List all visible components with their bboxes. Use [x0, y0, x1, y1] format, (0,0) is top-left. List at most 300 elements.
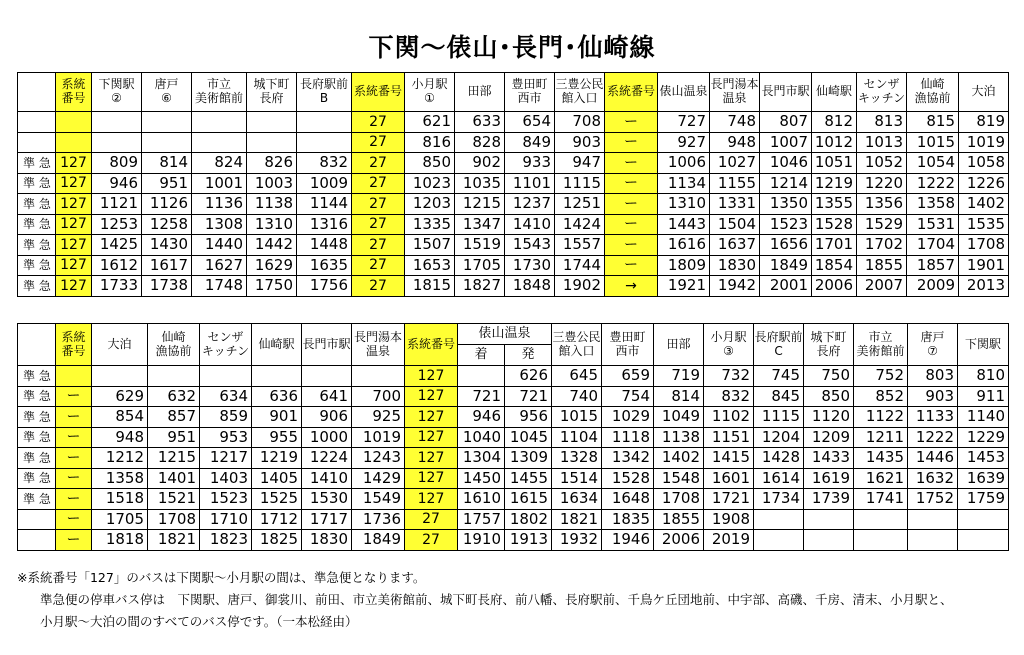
time-cell: 1519: [455, 235, 505, 256]
time-cell: 828: [455, 132, 505, 153]
time-cell: 1521: [148, 489, 200, 510]
time-cell: 814: [654, 386, 704, 407]
time-cell: [252, 366, 302, 387]
type-cell: 準 急: [18, 255, 56, 276]
route-number-cell: ー: [605, 132, 658, 153]
route-number-cell: ー: [56, 489, 92, 510]
time-cell: 1220: [857, 173, 907, 194]
time-cell: 1347: [455, 214, 505, 235]
time-cell: [200, 366, 252, 387]
note-line-2: 準急便の停車バス停は 下関駅、唐戸、御裳川、前田、市立美術館前、城下町長府、前八幡、長府駅前、千鳥ケ丘団地前、中宇部、高磯、千房、清末、小月駅と、: [40, 592, 953, 607]
time-cell: 947: [555, 153, 605, 174]
time-cell: 1355: [812, 194, 857, 215]
route-number-cell: 27: [352, 255, 405, 276]
time-cell: 1825: [252, 530, 302, 551]
header-cell: 市立 美術館前: [854, 324, 908, 366]
time-cell: 911: [958, 386, 1009, 407]
time-cell: 1009: [297, 173, 352, 194]
table-row: [18, 173, 1009, 194]
header-cell: 城下町 長府: [247, 73, 297, 112]
time-cell: 1855: [857, 255, 907, 276]
time-cell: 1040: [458, 427, 505, 448]
time-cell: 903: [555, 132, 605, 153]
time-cell: [142, 132, 192, 153]
time-cell: [854, 530, 908, 551]
time-cell: 1138: [247, 194, 297, 215]
time-cell: 1415: [704, 448, 754, 469]
time-cell: [297, 112, 352, 133]
table-row: [18, 386, 1009, 407]
route-number-cell: →: [605, 276, 658, 297]
time-cell: 1849: [352, 530, 405, 551]
time-cell: 1219: [252, 448, 302, 469]
type-cell: 準 急: [18, 366, 56, 387]
time-cell: 1617: [142, 255, 192, 276]
time-cell: 1717: [302, 509, 352, 530]
route-number-cell: ー: [605, 214, 658, 235]
time-cell: 1304: [458, 448, 505, 469]
time-cell: 1739: [804, 489, 854, 510]
time-cell: 951: [148, 427, 200, 448]
time-cell: 1621: [854, 468, 908, 489]
time-cell: 1126: [142, 194, 192, 215]
time-cell: 1133: [908, 407, 958, 428]
time-cell: 748: [710, 112, 760, 133]
time-cell: 2009: [907, 276, 959, 297]
time-cell: 1204: [754, 427, 804, 448]
time-cell: 1443: [658, 214, 710, 235]
time-cell: 1331: [710, 194, 760, 215]
time-cell: 1619: [804, 468, 854, 489]
type-cell: 準 急: [18, 235, 56, 256]
time-cell: 727: [658, 112, 710, 133]
time-cell: 1901: [959, 255, 1009, 276]
type-cell: [18, 132, 56, 153]
time-cell: 1430: [142, 235, 192, 256]
time-cell: 1543: [505, 235, 555, 256]
table-row: [18, 407, 1009, 428]
time-cell: 1405: [252, 468, 302, 489]
time-cell: 1712: [252, 509, 302, 530]
time-cell: 1733: [92, 276, 142, 297]
time-cell: 955: [252, 427, 302, 448]
time-cell: 1134: [658, 173, 710, 194]
time-cell: 1310: [247, 214, 297, 235]
type-cell: [18, 112, 56, 133]
route-number-cell: 27: [352, 173, 405, 194]
table-row: [18, 276, 1009, 297]
route-number-cell: 127: [56, 194, 92, 215]
time-cell: 1224: [302, 448, 352, 469]
time-cell: 1212: [92, 448, 148, 469]
route-number-cell: ー: [56, 448, 92, 469]
time-cell: 1913: [505, 530, 552, 551]
header-cell: 小月駅 ①: [405, 73, 455, 112]
route-number-cell: 27: [352, 235, 405, 256]
time-cell: 854: [92, 407, 148, 428]
time-cell: 1738: [142, 276, 192, 297]
time-cell: 824: [192, 153, 247, 174]
header-cell: 俵山温泉: [658, 73, 710, 112]
header-cell: 仙崎駅: [812, 73, 857, 112]
route-number-cell: ー: [56, 530, 92, 551]
table-row: [18, 468, 1009, 489]
time-cell: 1710: [200, 509, 252, 530]
time-cell: 1809: [658, 255, 710, 276]
time-cell: 1528: [602, 468, 654, 489]
time-cell: 1258: [142, 214, 192, 235]
header-cell: 仙崎駅: [252, 324, 302, 366]
time-cell: [297, 132, 352, 153]
route-number-cell: 127: [405, 489, 458, 510]
time-cell: 1203: [405, 194, 455, 215]
route-number-cell: 27: [352, 194, 405, 215]
time-cell: 1702: [857, 235, 907, 256]
time-cell: 1049: [654, 407, 704, 428]
time-cell: 1756: [297, 276, 352, 297]
time-cell: 645: [552, 366, 602, 387]
time-cell: 654: [505, 112, 555, 133]
route-number-cell: 27: [352, 153, 405, 174]
time-cell: 1118: [602, 427, 654, 448]
time-cell: 1104: [552, 427, 602, 448]
time-cell: 1453: [958, 448, 1009, 469]
time-cell: 1448: [297, 235, 352, 256]
time-cell: [302, 366, 352, 387]
time-cell: 815: [907, 112, 959, 133]
time-cell: 832: [704, 386, 754, 407]
route-number-cell: ー: [56, 468, 92, 489]
table-row: [18, 112, 1009, 133]
time-cell: 1138: [654, 427, 704, 448]
note-line-3: 小月駅〜大泊の間のすべてのバス停です。（一本松経由）: [40, 614, 358, 629]
time-cell: 1734: [754, 489, 804, 510]
type-cell: 準 急: [18, 468, 56, 489]
time-cell: 719: [654, 366, 704, 387]
time-cell: 1054: [907, 153, 959, 174]
time-cell: 632: [148, 386, 200, 407]
route-number-cell: 127: [405, 366, 458, 387]
time-cell: 1425: [92, 235, 142, 256]
route-number-cell: ー: [605, 255, 658, 276]
time-cell: 1328: [552, 448, 602, 469]
header-cell: 豊田町 西市: [505, 73, 555, 112]
header-cell: [18, 73, 56, 112]
header-cell: 系統番号: [605, 73, 658, 112]
table-row: [18, 194, 1009, 215]
time-cell: 633: [455, 112, 505, 133]
header-cell: 俵山温泉: [458, 324, 552, 345]
time-cell: 1946: [602, 530, 654, 551]
time-cell: 1358: [92, 468, 148, 489]
time-cell: 1310: [658, 194, 710, 215]
time-cell: 826: [247, 153, 297, 174]
time-cell: 810: [958, 366, 1009, 387]
time-cell: [458, 366, 505, 387]
time-cell: 659: [602, 366, 654, 387]
table-row: [18, 132, 1009, 153]
time-cell: 1410: [505, 214, 555, 235]
table-row: [18, 153, 1009, 174]
header-cell: 豊田町 西市: [602, 324, 654, 366]
time-cell: 1528: [812, 214, 857, 235]
route-number-cell: 127: [56, 153, 92, 174]
time-cell: 901: [252, 407, 302, 428]
time-cell: [804, 530, 854, 551]
route-number-cell: 27: [352, 214, 405, 235]
type-cell: 準 急: [18, 153, 56, 174]
time-cell: 1523: [200, 489, 252, 510]
time-cell: 641: [302, 386, 352, 407]
time-cell: 813: [857, 112, 907, 133]
time-cell: 1752: [908, 489, 958, 510]
route-number-cell: [56, 132, 92, 153]
time-cell: 1632: [908, 468, 958, 489]
time-cell: 1211: [854, 427, 908, 448]
time-cell: 956: [505, 407, 552, 428]
route-number-cell: [56, 112, 92, 133]
table-row: [18, 214, 1009, 235]
time-cell: 1226: [959, 173, 1009, 194]
time-cell: 1115: [754, 407, 804, 428]
time-cell: 1136: [192, 194, 247, 215]
time-cell: 1908: [704, 509, 754, 530]
time-cell: 1003: [247, 173, 297, 194]
time-cell: 1821: [552, 509, 602, 530]
time-cell: 1440: [192, 235, 247, 256]
time-cell: 948: [710, 132, 760, 153]
route-number-cell: 127: [405, 468, 458, 489]
header-cell: 長門湯本 温泉: [710, 73, 760, 112]
time-cell: [192, 132, 247, 153]
time-cell: 857: [148, 407, 200, 428]
header-cell: 大泊: [959, 73, 1009, 112]
sub-header-cell: 着: [458, 345, 505, 366]
time-cell: [854, 509, 908, 530]
time-cell: 1219: [812, 173, 857, 194]
route-number-cell: 127: [56, 173, 92, 194]
time-cell: 621: [405, 112, 455, 133]
time-cell: 750: [804, 366, 854, 387]
type-cell: 準 急: [18, 214, 56, 235]
route-number-cell: 27: [405, 530, 458, 551]
route-number-cell: 127: [56, 235, 92, 256]
time-cell: 1101: [505, 173, 555, 194]
time-cell: 1656: [760, 235, 812, 256]
time-cell: 1535: [959, 214, 1009, 235]
time-cell: 1433: [804, 448, 854, 469]
header-cell: 唐戸 ⑥: [142, 73, 192, 112]
note-line-1: ※系統番号「127」のバスは下関駅〜小月駅の間は、準急便となります。: [17, 570, 426, 585]
time-cell: 1705: [455, 255, 505, 276]
time-cell: [908, 530, 958, 551]
time-cell: 1151: [704, 427, 754, 448]
time-cell: 832: [297, 153, 352, 174]
time-cell: 1013: [857, 132, 907, 153]
time-cell: 809: [92, 153, 142, 174]
time-cell: 953: [200, 427, 252, 448]
time-cell: [148, 366, 200, 387]
time-cell: 1601: [704, 468, 754, 489]
time-cell: 1818: [92, 530, 148, 551]
time-cell: 1358: [907, 194, 959, 215]
time-cell: [192, 112, 247, 133]
time-cell: 1744: [555, 255, 605, 276]
timetable-inbound: [17, 323, 1009, 551]
time-cell: 803: [908, 366, 958, 387]
time-cell: 1835: [602, 509, 654, 530]
time-cell: 1648: [602, 489, 654, 510]
header-cell: 長門市駅: [760, 73, 812, 112]
table-row: [18, 235, 1009, 256]
time-cell: 1155: [710, 173, 760, 194]
time-cell: 946: [92, 173, 142, 194]
time-cell: 721: [458, 386, 505, 407]
route-number-cell: 127: [405, 386, 458, 407]
time-cell: 1403: [200, 468, 252, 489]
time-cell: [92, 132, 142, 153]
route-number-cell: 27: [352, 276, 405, 297]
time-cell: 721: [505, 386, 552, 407]
route-number-cell: 27: [352, 132, 405, 153]
time-cell: 1529: [857, 214, 907, 235]
time-cell: 1144: [297, 194, 352, 215]
time-cell: 1015: [552, 407, 602, 428]
header-cell: 下関駅 ②: [92, 73, 142, 112]
time-cell: 1612: [92, 255, 142, 276]
time-cell: 1557: [555, 235, 605, 256]
time-cell: 1802: [505, 509, 552, 530]
time-cell: 1757: [458, 509, 505, 530]
time-cell: 1122: [854, 407, 908, 428]
time-cell: 1830: [302, 530, 352, 551]
header-cell: 下関駅: [958, 324, 1009, 366]
time-cell: 1921: [658, 276, 710, 297]
route-number-cell: 127: [56, 276, 92, 297]
time-cell: 1530: [302, 489, 352, 510]
time-cell: 1253: [92, 214, 142, 235]
time-cell: [352, 366, 405, 387]
time-cell: 1815: [405, 276, 455, 297]
time-cell: [92, 366, 148, 387]
time-cell: 1610: [458, 489, 505, 510]
table-row: [18, 427, 1009, 448]
header-cell: 仙崎 漁協前: [907, 73, 959, 112]
time-cell: 1401: [148, 468, 200, 489]
time-cell: 1243: [352, 448, 405, 469]
time-cell: 1614: [754, 468, 804, 489]
time-cell: 850: [405, 153, 455, 174]
time-cell: 2001: [760, 276, 812, 297]
time-cell: 1308: [192, 214, 247, 235]
header-cell: 長門市駅: [302, 324, 352, 366]
header-cell: 長門湯本 温泉: [352, 324, 405, 366]
time-cell: 1029: [602, 407, 654, 428]
header-cell: センザ キッチン: [857, 73, 907, 112]
time-cell: 1705: [92, 509, 148, 530]
table-row: [18, 530, 1009, 551]
route-number-cell: ー: [605, 194, 658, 215]
time-cell: 740: [552, 386, 602, 407]
time-cell: 1410: [302, 468, 352, 489]
type-cell: 準 急: [18, 448, 56, 469]
time-cell: 902: [455, 153, 505, 174]
header-cell: 田部: [455, 73, 505, 112]
type-cell: 準 急: [18, 173, 56, 194]
time-cell: 1750: [247, 276, 297, 297]
time-cell: 951: [142, 173, 192, 194]
type-cell: 準 急: [18, 276, 56, 297]
time-cell: 1342: [602, 448, 654, 469]
time-cell: 1045: [505, 427, 552, 448]
time-cell: 1855: [654, 509, 704, 530]
time-cell: 1015: [907, 132, 959, 153]
time-cell: 1830: [710, 255, 760, 276]
time-cell: 807: [760, 112, 812, 133]
time-cell: 1215: [455, 194, 505, 215]
header-cell: 系統 番号: [56, 73, 92, 112]
header-cell: 小月駅 ③: [704, 324, 754, 366]
time-cell: 1857: [907, 255, 959, 276]
time-cell: [754, 530, 804, 551]
header-cell: 系統番号: [405, 324, 458, 366]
time-cell: 1635: [297, 255, 352, 276]
time-cell: 1019: [959, 132, 1009, 153]
header-cell: 系統 番号: [56, 324, 92, 366]
time-cell: [142, 112, 192, 133]
time-cell: 1518: [92, 489, 148, 510]
time-cell: 1741: [854, 489, 908, 510]
time-cell: 849: [505, 132, 555, 153]
time-cell: 732: [704, 366, 754, 387]
header-cell: 唐戸 ⑦: [908, 324, 958, 366]
time-cell: 626: [505, 366, 552, 387]
time-cell: 1942: [710, 276, 760, 297]
route-number-cell: ー: [605, 112, 658, 133]
time-cell: 850: [804, 386, 854, 407]
time-cell: 1046: [760, 153, 812, 174]
time-cell: 933: [505, 153, 555, 174]
time-cell: 1229: [958, 427, 1009, 448]
time-cell: 1759: [958, 489, 1009, 510]
time-cell: 1821: [148, 530, 200, 551]
route-number-cell: 127: [405, 407, 458, 428]
header-cell: [18, 324, 56, 366]
time-cell: 1214: [760, 173, 812, 194]
time-cell: 634: [200, 386, 252, 407]
time-cell: 1115: [555, 173, 605, 194]
time-cell: 1237: [505, 194, 555, 215]
time-cell: 1027: [710, 153, 760, 174]
route-number-cell: 27: [405, 509, 458, 530]
time-cell: 1823: [200, 530, 252, 551]
time-cell: 754: [602, 386, 654, 407]
time-cell: 814: [142, 153, 192, 174]
time-cell: 1504: [710, 214, 760, 235]
header-cell: 長府駅前 B: [297, 73, 352, 112]
time-cell: 1523: [760, 214, 812, 235]
time-cell: 1450: [458, 468, 505, 489]
time-cell: 1209: [804, 427, 854, 448]
type-cell: 準 急: [18, 489, 56, 510]
time-cell: 1854: [812, 255, 857, 276]
time-cell: 1356: [857, 194, 907, 215]
time-cell: 1708: [959, 235, 1009, 256]
time-cell: 946: [458, 407, 505, 428]
route-number-cell: ー: [605, 173, 658, 194]
time-cell: 1634: [552, 489, 602, 510]
table-row: [18, 509, 1009, 530]
